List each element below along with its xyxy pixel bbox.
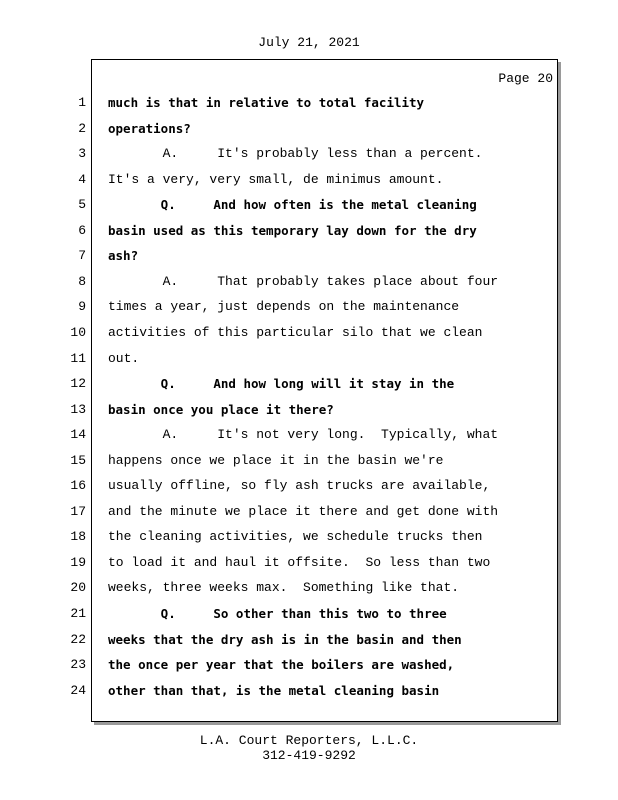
page-number: Page 20 — [498, 71, 553, 86]
line-number: 6 — [78, 223, 86, 238]
line-number: 23 — [70, 657, 86, 672]
line-number: 14 — [70, 427, 86, 442]
line-number: 7 — [78, 248, 86, 263]
transcript-line: usually offline, so fly ash trucks are available, — [108, 478, 491, 493]
transcript-line: ash? — [108, 248, 139, 263]
transcript-line: A. It's probably less than a percent. — [108, 146, 483, 161]
transcript-line: the cleaning activities, we schedule trucks then — [108, 529, 483, 544]
transcript-line: out. — [108, 351, 140, 366]
transcript-line: basin once you place it there? — [108, 402, 334, 417]
line-number: 3 — [78, 146, 86, 161]
footer-phone: 312-419-9292 — [262, 748, 356, 763]
transcript-line: times a year, just depends on the maintenance — [108, 299, 460, 314]
footer — [0, 733, 618, 763]
transcript-line: the once per year that the boilers are washed, — [108, 657, 455, 672]
line-number: 4 — [78, 172, 86, 187]
line-number: 18 — [70, 529, 86, 544]
footer-company: L.A. Court Reporters, L.L.C. — [199, 733, 419, 748]
line-number: 12 — [70, 376, 86, 391]
transcript-line: Q. And how long will it stay in the — [108, 376, 455, 391]
line-number: 2 — [78, 121, 86, 136]
transcript-line: to load it and haul it offsite. So less than two — [108, 555, 491, 570]
transcript-line: and the minute we place it there and get done with — [108, 504, 499, 519]
line-number: 24 — [70, 683, 86, 698]
transcript-line: activities of this particular silo that we clean — [108, 325, 483, 340]
transcript-line: Q. And how often is the metal cleaning — [108, 197, 477, 212]
line-number: 15 — [70, 453, 86, 468]
transcript-line: weeks that the dry ash is in the basin and then — [108, 632, 462, 647]
transcript-line: happens once we place it in the basin we're — [108, 453, 444, 468]
transcript-line: other than that, is the metal cleaning basin — [108, 683, 440, 698]
line-number: 8 — [78, 274, 86, 289]
line-number: 11 — [70, 351, 86, 366]
line-number: 10 — [70, 325, 86, 340]
line-number: 13 — [70, 402, 86, 417]
header-date: July 21, 2021 — [258, 35, 360, 50]
transcript-line: It's a very, very small, de minimus amount. — [108, 172, 444, 187]
line-number: 9 — [78, 299, 86, 314]
line-number: 21 — [70, 606, 86, 621]
line-number: 17 — [70, 504, 86, 519]
transcript-line: much is that in relative to total facility — [108, 95, 425, 110]
transcript-line: A. That probably takes place about four — [108, 274, 499, 289]
line-number: 5 — [78, 197, 86, 212]
transcript-line: Q. So other than this two to three — [108, 606, 447, 621]
line-number: 19 — [70, 555, 86, 570]
transcript-line: basin used as this temporary lay down for the dry — [108, 223, 477, 238]
line-number: 20 — [70, 580, 86, 595]
transcript-line: A. It's not very long. Typically, what — [108, 427, 499, 442]
line-number: 16 — [70, 478, 86, 493]
line-number: 22 — [70, 632, 86, 647]
transcript-line: weeks, three weeks max. Something like that. — [108, 580, 460, 595]
transcript-line: operations? — [108, 121, 191, 136]
line-number: 1 — [78, 95, 86, 110]
